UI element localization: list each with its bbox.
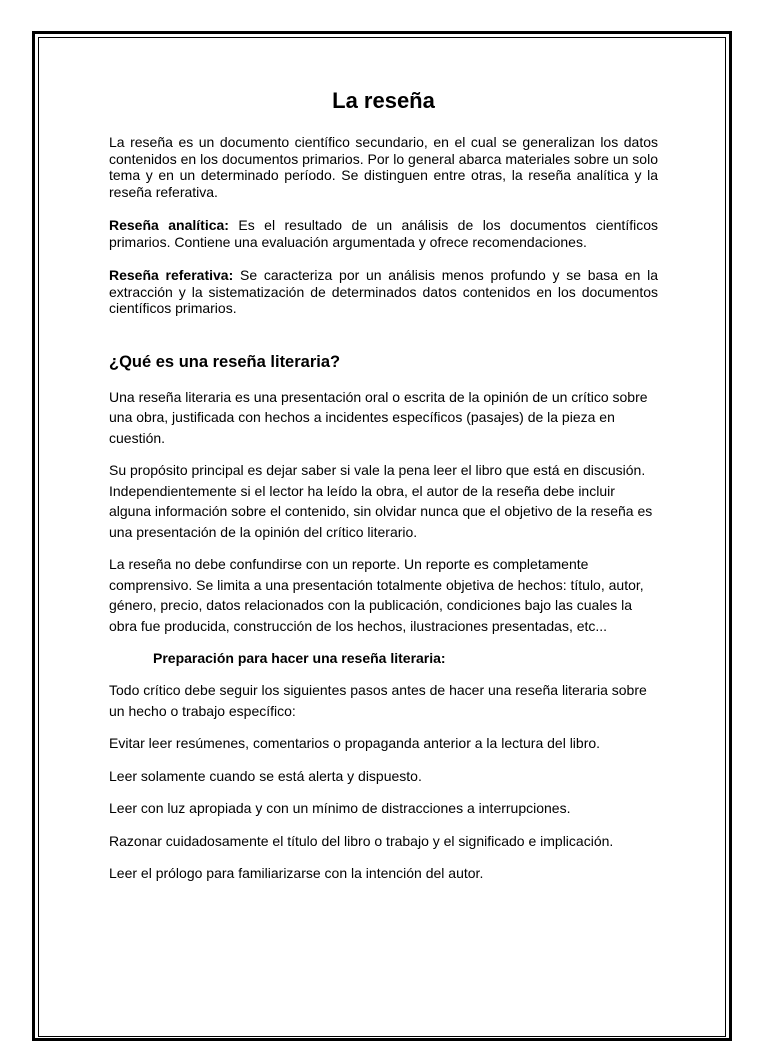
analitica-paragraph xyxy=(109,217,658,250)
step-2: Leer solamente cuando se está alerta y dispuesto. xyxy=(109,767,422,784)
document-body xyxy=(109,88,658,896)
referativa-term: Reseña referativa: xyxy=(109,267,234,283)
step-4: Razonar cuidadosamente el título del libro o trabajo y el significado e implicación. xyxy=(109,832,614,849)
step-3: Leer con luz apropiada y con un mínimo de distracciones a interrupciones. xyxy=(109,800,571,816)
steps-intro: Todo crítico debe seguir los siguientes pasos antes de hacer una reseña literaria sobre un hecho o trabajo específico: xyxy=(109,682,647,719)
document-title: La reseña xyxy=(332,88,435,113)
referativa-text: Se caracteriza por un análisis menos profundo y se basa en la extracción y la sistematización de determinados datos contenidos en los documentos científicos primarios. xyxy=(109,267,658,316)
body-paragraph-1: Una reseña literaria es una presentación oral o escrita de la opinión de un crítico sobre una obra, justificada con hechos a incidentes específicos (pasajes) de la pieza en cuestión. xyxy=(109,388,648,446)
intro-paragraph: La reseña es un documento científico secundario, en el cual se generalizan los datos contenidos en los documentos primarios. Por lo general abarca materiales sobre un solo tema y en un determinado período. Se distinguen entre otras, la reseña analítica y la reseña referativa. xyxy=(109,134,658,200)
step-5: Leer el prólogo para familiarizarse con la intención del autor. xyxy=(109,865,484,881)
section-heading: ¿Qué es una reseña literaria? xyxy=(109,352,341,371)
analitica-term: Reseña analítica: xyxy=(109,217,229,233)
subheading: Preparación para hacer una reseña literaria: xyxy=(153,650,446,666)
body-paragraph-3: La reseña no debe confundirse con un reporte. Un reporte es completamente comprensivo. Se limita a una presentación totalmente objetiva de hechos: título, autor, género, precio, datos relacionados con la publicación, condiciones bajo las cuales la obra fue producida, construcción de los hechos, ilustraciones presentadas, etc... xyxy=(109,556,644,634)
referativa-paragraph xyxy=(109,267,658,317)
analitica-text: Es el resultado de un análisis de los documentos científicos primarios. Contiene una evaluación argumentada y ofrece recomendaciones. xyxy=(109,217,658,250)
body-paragraph-2: Su propósito principal es dejar saber si vale la pena leer el libro que está en discusión. Independientemente si el lector ha leído la obra, el autor de la reseña debe incluir alguna información sobre el contenido, sin olvidar nunca que el objetivo de la reseña es una presentación de la opinión del crítico literario. xyxy=(109,462,653,540)
step-1: Evitar leer resúmenes, comentarios o propaganda anterior a la lectura del libro. xyxy=(109,735,601,751)
